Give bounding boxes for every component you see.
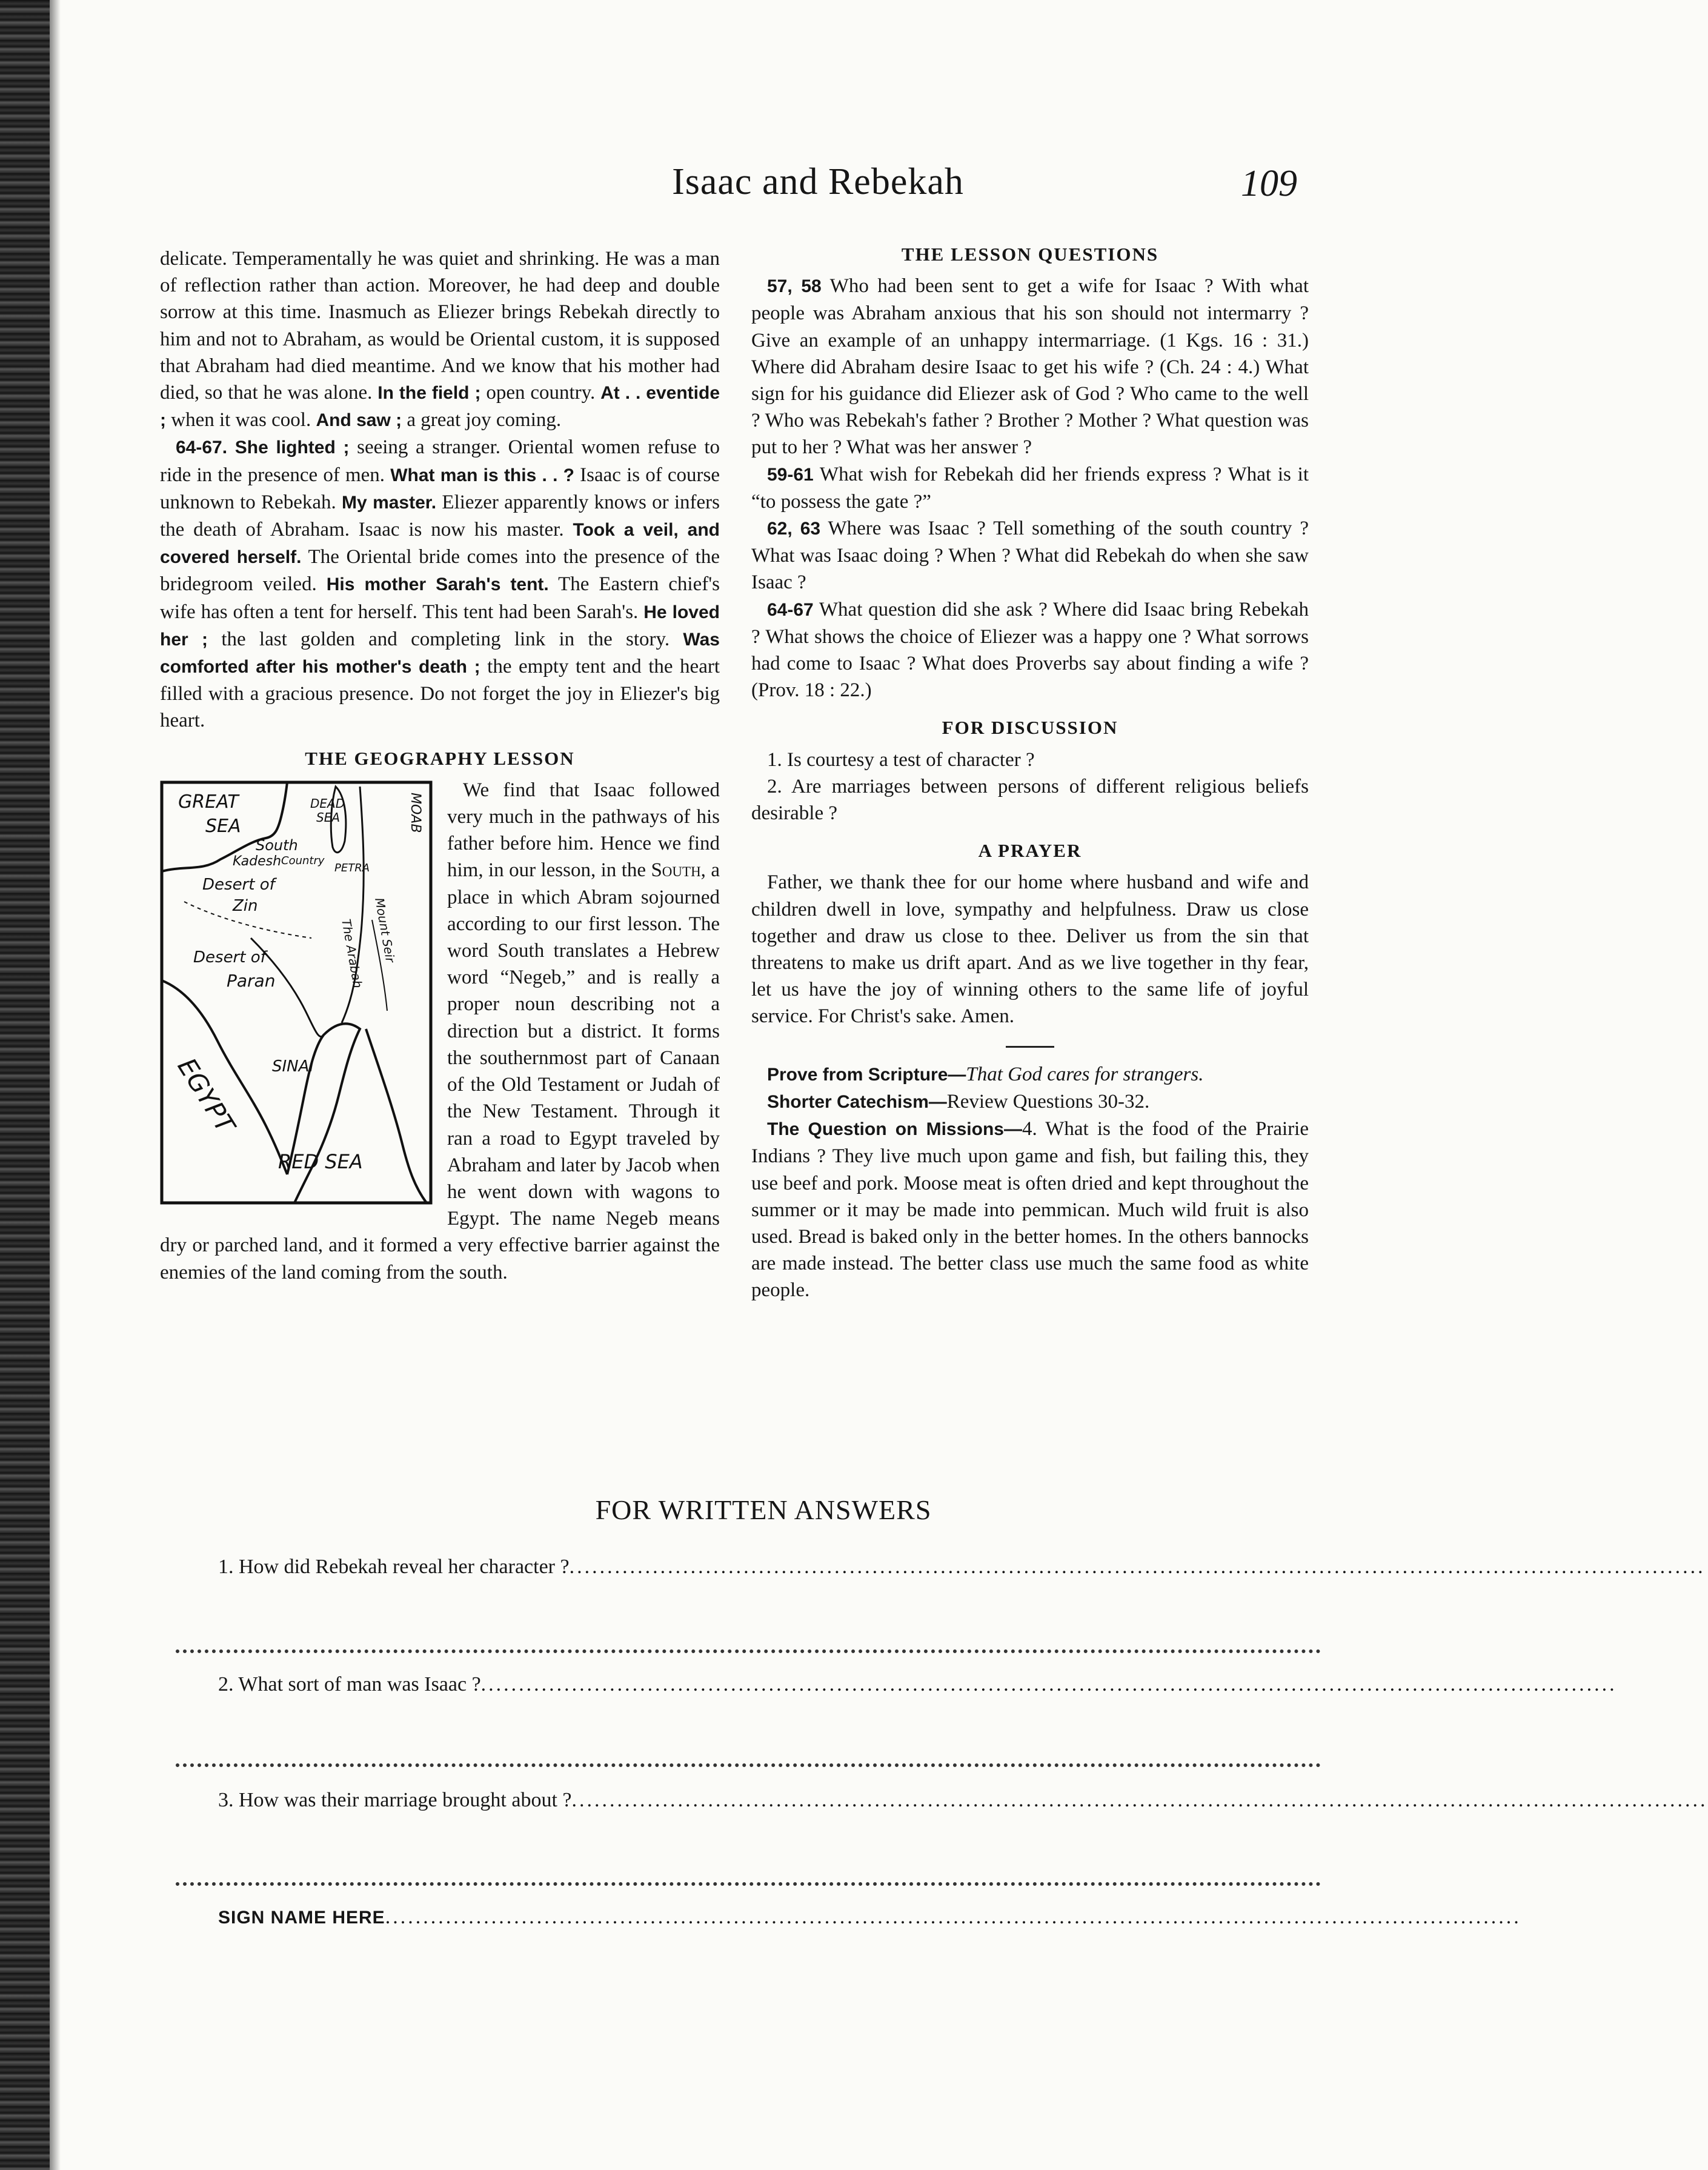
lesson-question-64-67 [751,596,1309,704]
bold-lemma: And saw ; [316,410,402,431]
prove-from-scripture: Prove from Scripture—That God cares for strangers. [767,1063,1204,1085]
map-figure [160,780,433,1205]
bold-lemma: 64-67 [767,599,814,620]
bold-lemma: Was comforted after his mother's death ; [160,629,720,677]
bold-lemma: Took a veil, and covered herself. [160,520,720,568]
question-on-missions: The Question on Missions—4. What is the food of the Prairie Indians ? They live much upon game and fish, but failing this, they use beef and pork. Moose meat is often dried and kept throughout the summer or it may be made into pemmican. Much wild fruit is also used. Bread is baked only in the better homes. In the others bannocks are made instead. The better class use much the same food as white people. [751,1118,1309,1302]
lesson-question-62-63 [751,515,1309,596]
text-run: Eliezer apparently knows or infers the death of Abraham. Isaac is now his master. [160,491,720,541]
commentary-verses-64-67 [160,434,720,734]
book-binding-edge [0,0,50,2170]
answer-line-2[interactable] [176,1763,1321,1767]
page-title: Isaac and Rebekah [672,161,964,202]
written-question-1: 1. How did Rebekah reveal her character ?...................................................................................................................................................... [218,1556,1706,1578]
page-number: 109 [1241,163,1297,204]
map-label-petra: PETRA [334,861,370,874]
written-question-3: 3. How was their marriage brought about ?...................................................................................................................................................... [218,1789,1708,1811]
map-label-kadesh: Kadesh [233,853,282,869]
text-run: What question did she ask ? Where did Isaac bring Rebekah ? What shows the choice of Eliezer was a happy one ? What sorrows had come to Isaac ? What does Proverbs say about finding a wife ? (Prov. 18 : 22.) [751,598,1309,702]
map-label-paran: Paran [227,970,276,991]
bold-lemma: He loved her ; [160,602,720,650]
text-run: Where was Isaac ? Tell something of the south country ? What was Isaac doing ? When ? What did Rebekah do when she saw Isaac ? [751,518,1309,594]
geography-heading: THE GEOGRAPHY LESSON [305,747,575,769]
sign-name-line[interactable]: SIGN NAME HERE...................................................................................................................................................... [218,1906,1521,1928]
map-label-zin: Zin [233,896,258,915]
text-run: open country. [480,382,601,404]
bold-lemma: At . . eventide ; [160,383,720,431]
lesson-question-59-61 [751,461,1309,515]
map-label-great-sea: GREAT [178,791,239,813]
map-label-south: South [256,836,298,854]
text-run: seeing a stranger. Oriental women refuse to ride in the presence of men. [160,436,720,486]
map-label-great-sea-2: SEA [205,815,241,837]
map-of-negeb-and-sinai [160,780,433,1205]
written-question-2: 2. What sort of man was Isaac ?...................................................................................................................................................... [218,1673,1617,1696]
written-answers-title: FOR WRITTEN ANSWERS [595,1494,932,1525]
map-label-egypt: EGYPT [171,1053,241,1139]
map-label-desert-of-paran: Desert of [193,948,266,967]
prayer-heading: A PRAYER [978,840,1082,862]
text-run: What wish for Rebekah did her friends express ? What is it “to possess the gate ?” [751,463,1309,513]
text-run: a great joy coming. [402,409,562,431]
bold-lemma: What man is this . . ? [390,465,574,485]
bold-lemma: 57, 58 [767,276,822,297]
text-run: Who had been sent to get a wife for Isaac ? With what people was Abraham anxious that his son should not intermarry ? Give an example of an unhappy intermarriage. (1 Kgs. 16 : 31.) Where did Abraham desire Isaac to get his wife ? (Ch. 24 : 4.) What sign for his guidance did Eliezer ask of God ? Who came to the well ? Who was Rebekah's father ? Brother ? Mother ? What question was put to her ? What was her answer ? [751,275,1309,459]
prayer-text: Father, we thank thee for our home where husband and wife and children dwell in love, sympathy and helpfulness. Draw us close together and draw us close to thee. Deliver us from the sin that threatens to make us drift apart. And as we live together in thy fear, let us have the joy of winning others to the same life of joyful service. For Christ's sake. Amen. [751,871,1309,1028]
lesson-questions-heading: THE LESSON QUESTIONS [901,244,1159,265]
answer-line-3[interactable] [176,1882,1321,1886]
bold-lemma: My master. [342,492,437,513]
text-run: when it was cool. [166,409,316,431]
left-column [160,245,720,1286]
geography-section [160,777,720,1286]
shorter-catechism: Shorter Catechism—Review Questions 30-32. [767,1090,1150,1113]
answer-line-1[interactable] [176,1649,1321,1653]
text-run: a place in which Abram sojourned according to our first lesson. The word South translates a Hebrew word “Negeb,” and is really a proper noun describing not a direction but a district. It forms the southernmost part of Canaan of the Old Testament or Judah of the New Testament. Through it ran a road to Egypt traveled by Abraham and later by Jacob when he went down with wagons to Egypt. The name Negeb means dry or parched land, and it formed a very effective barrier against the enemies of the land coming from the south. [160,859,720,1283]
bold-lemma: His mother Sarah's tent. [326,574,549,595]
small-caps-term: South, [651,859,706,882]
discussion-heading: FOR DISCUSSION [942,717,1118,739]
text-run: We find that Isaac followed very much in the pathways of his father before him. Hence we find him, in our lesson, in the [447,779,720,882]
map-label-arabah: The Arabah [339,917,365,990]
map-label-red-sea: RED SEA [278,1150,363,1173]
discussion-item: 2. Are marriages between persons of different religious beliefs desirable ? [751,775,1309,825]
bold-lemma: 59-61 [767,464,814,485]
text-run: the last golden and completing link in the story. [208,628,683,650]
bold-lemma: 62, 63 [767,519,821,539]
map-label-mount-seir: Mount Seir [372,896,398,964]
text-run: Isaac is of course unknown to Rebekah. [160,464,720,513]
map-label-desert-of-zin: Desert of [202,875,275,894]
discussion-item: 1. Is courtesy a test of character ? [767,748,1035,771]
map-label-dead-sea-2: SEA [316,810,341,825]
bold-lemma: In the field ; [377,383,481,404]
right-column [751,241,1309,1304]
commentary-intro [160,245,720,434]
map-label-dead-sea: DEAD [310,796,345,811]
map-label-country: Country [281,854,325,867]
text-run: delicate. Temperamentally he was quiet and shrinking. He was a man of reflection rather than action. Moreover, he had deep and double sorrow at this time. Inasmuch as Eliezer brings Rebekah directly to him and not to Abraham, as would be Oriental custom, it is supposed that Abraham had died meantime. And we know that his mother had died, so that he was alone. [160,248,720,404]
text-run: The Eastern chief's wife has often a tent for herself. This tent had been Sarah's. [160,573,720,623]
lesson-question-57-58 [751,273,1309,461]
section-divider [1006,1046,1054,1048]
map-label-sinai: SINAI [272,1057,314,1076]
text-run: the empty tent and the heart filled with a gracious presence. Do not forget the joy in Eliezer's big heart. [160,656,720,732]
text-run: The Oriental bride comes into the presence of the bridegroom veiled. [160,546,720,596]
map-label-moab: MOAB [408,792,423,833]
bold-lemma: 64-67. She lighted ; [176,438,350,458]
